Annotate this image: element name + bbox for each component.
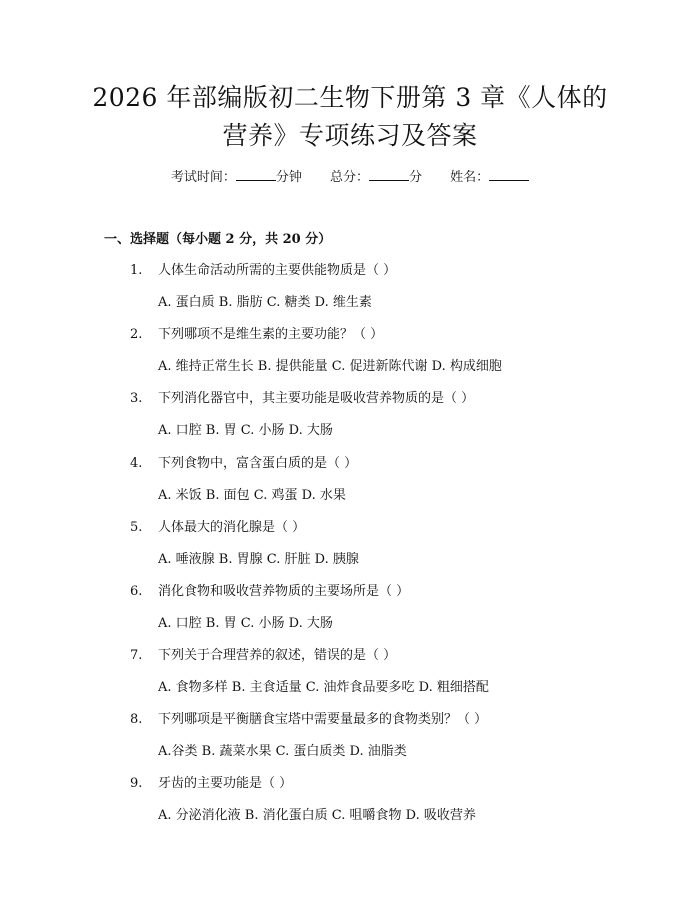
question-text: 人体最大的消化腺是（ ） [158, 520, 306, 535]
student-name-label: 姓名： [450, 170, 490, 185]
exam-info [0, 168, 700, 187]
question-options: A.谷类 B. 蔬菜水果 C. 蛋白质类 D. 油脂类 [158, 744, 407, 759]
section-heading: 一、选择题（每小题 2 分，共 20 分） [104, 232, 332, 247]
question-options: A. 口腔 B. 胃 C. 小肠 D. 大肠 [158, 616, 333, 631]
question-item [130, 647, 650, 665]
question-text: 下列关于合理营养的叙述，错误的是（ ） [158, 648, 397, 663]
question-options: A. 蛋白质 B. 脂肪 C. 糖类 D. 维生素 [158, 295, 372, 310]
question-text: 消化食物和吸收营养物质的主要场所是（ ） [158, 584, 410, 599]
total-score-label: 总分： [329, 170, 369, 185]
question-item [130, 711, 650, 729]
title-line-2: 营养》专项练习及答案 [222, 121, 478, 150]
question-options: A. 维持正常生长 B. 提供能量 C. 促进新陈代谢 D. 构成细胞 [158, 359, 502, 374]
question-number: 3. [130, 391, 143, 406]
question-item [130, 583, 650, 601]
question-number: 5. [130, 520, 143, 535]
question-options: A. 米饭 B. 面包 C. 鸡蛋 D. 水果 [158, 488, 346, 503]
question-number: 7. [130, 648, 143, 663]
question-item [130, 519, 650, 537]
exam-time-blank [236, 168, 276, 181]
question-text: 下列哪项不是维生素的主要功能？（ ） [158, 327, 384, 342]
question-text: 下列哪项是平衡膳食宝塔中需要量最多的食物类别？（ ） [158, 712, 488, 727]
question-item [130, 775, 650, 793]
question-text: 人体生命活动所需的主要供能物质是（ ） [158, 263, 397, 278]
student-name-blank [489, 168, 529, 181]
question-text: 牙齿的主要功能是（ ） [158, 776, 293, 791]
question-number: 2. [130, 327, 143, 342]
student-name [450, 168, 529, 187]
question-number: 8. [130, 712, 143, 727]
title-line-1: 2026 年部编版初二生物下册第 3 章《人体的 [92, 83, 608, 112]
question-number: 1. [130, 263, 143, 278]
question-options: A. 口腔 B. 胃 C. 小肠 D. 大肠 [158, 423, 333, 438]
question-number: 4. [130, 456, 143, 471]
question-options: A. 食物多样 B. 主食适量 C. 油炸食品要多吃 D. 粗细搭配 [158, 680, 489, 695]
question-item [130, 262, 650, 280]
question-item [130, 326, 650, 344]
question-options: A. 分泌消化液 B. 消化蛋白质 C. 咀嚼食物 D. 吸收营养 [158, 808, 476, 823]
exam-time-label: 考试时间： [170, 170, 236, 185]
question-text: 下列消化器官中，其主要功能是吸收营养物质的是（ ） [158, 391, 475, 406]
question-item [130, 390, 650, 408]
total-score-blank [369, 168, 409, 181]
question-options: A. 唾液腺 B. 胃腺 C. 肝脏 D. 胰腺 [158, 552, 359, 567]
question-text: 下列食物中，富含蛋白质的是（ ） [158, 456, 358, 471]
question-item [130, 455, 650, 473]
question-number: 9. [130, 776, 143, 791]
exam-time-unit: 分钟 [275, 170, 302, 185]
total-score-unit: 分 [409, 170, 423, 185]
document-title [60, 79, 640, 155]
total-score [330, 168, 422, 187]
question-number: 6. [130, 584, 143, 599]
exam-time [171, 168, 302, 187]
